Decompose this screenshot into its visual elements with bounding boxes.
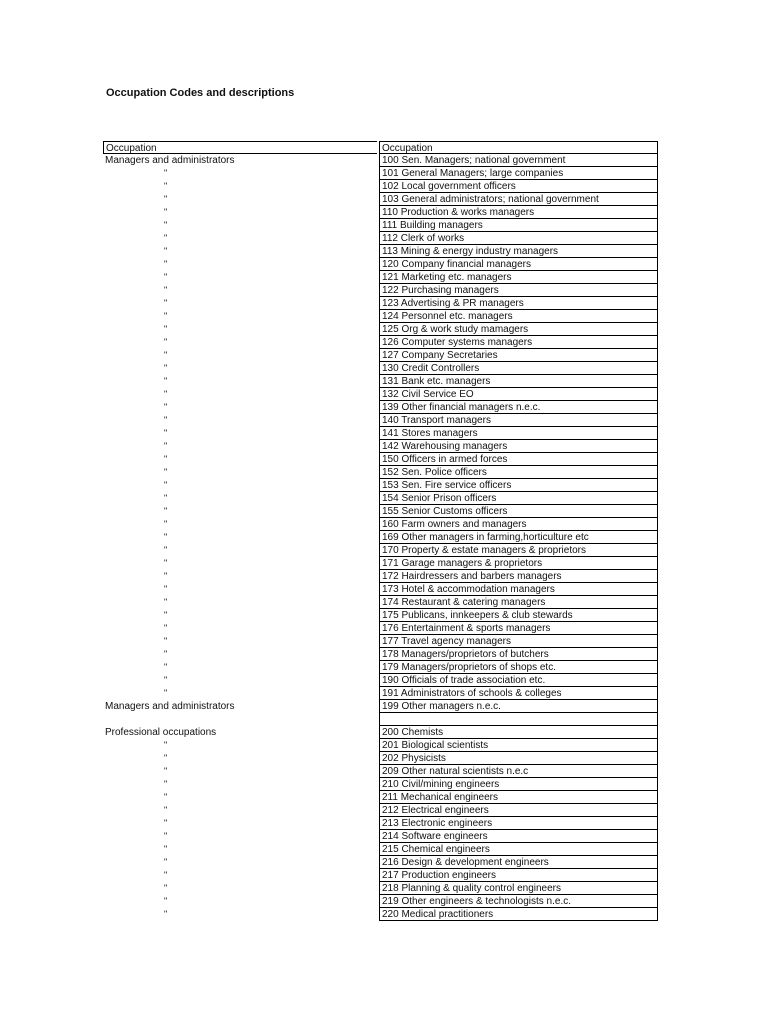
occupation-code-cell: 126 Computer systems managers: [379, 336, 658, 349]
occupation-code-cell: 111 Building managers: [379, 219, 658, 232]
table-row: [103, 505, 658, 518]
occupation-code-cell: [379, 713, 658, 726]
table-row: [103, 765, 658, 778]
table-row: [103, 401, 658, 414]
occupation-code-cell: 172 Hairdressers and barbers managers: [379, 570, 658, 583]
occupation-group-cell: ": [164, 311, 168, 321]
table-row: [103, 583, 658, 596]
occupation-group-cell: ": [164, 623, 168, 633]
occupation-group-cell: ": [164, 389, 168, 399]
table-row: [103, 440, 658, 453]
table-row: [103, 193, 658, 206]
occupation-code-cell: 150 Officers in armed forces: [379, 453, 658, 466]
occupation-group-cell: Managers and administrators: [105, 701, 235, 712]
table-row: [103, 791, 658, 804]
occupation-code-cell: 175 Publicans, innkeepers & club stewards: [379, 609, 658, 622]
table-row: [103, 466, 658, 479]
column-header-occupation-code: Occupation: [379, 141, 658, 154]
table-row: [103, 349, 658, 362]
occupation-code-cell: 199 Other managers n.e.c.: [379, 700, 658, 713]
occupation-group-cell: ": [164, 441, 168, 451]
occupation-group-cell: [103, 713, 377, 726]
occupation-code-cell: 200 Chemists: [379, 726, 658, 739]
table-row: [103, 154, 658, 167]
occupation-group-cell: ": [164, 883, 168, 893]
occupation-group-cell: ": [164, 753, 168, 763]
table-row: [103, 674, 658, 687]
table-row: [103, 518, 658, 531]
table-row: [103, 544, 658, 557]
table-row: [103, 180, 658, 193]
occupation-group-cell: ": [164, 818, 168, 828]
occupation-group-cell: ": [164, 454, 168, 464]
occupation-group-cell: ": [164, 298, 168, 308]
occupation-code-cell: 154 Senior Prison officers: [379, 492, 658, 505]
occupation-group-cell: ": [164, 870, 168, 880]
occupation-code-cell: 110 Production & works managers: [379, 206, 658, 219]
occupation-group-cell: ": [164, 363, 168, 373]
table-row: [103, 388, 658, 401]
occupation-code-cell: 170 Property & estate managers & proprietors: [379, 544, 658, 557]
occupation-group-cell: ": [164, 844, 168, 854]
occupation-group-cell: ": [164, 636, 168, 646]
table-row: [103, 739, 658, 752]
occupation-group-cell: ": [164, 896, 168, 906]
table-row: [103, 479, 658, 492]
occupation-code-cell: 209 Other natural scientists n.e.c: [379, 765, 658, 778]
occupation-group-cell: ": [164, 779, 168, 789]
occupation-code-cell: 214 Software engineers: [379, 830, 658, 843]
occupation-group-cell: ": [164, 376, 168, 386]
occupation-group-cell: ": [164, 415, 168, 425]
table-row: [103, 700, 658, 713]
table-row: [103, 219, 658, 232]
table-row: [103, 804, 658, 817]
table-row: [103, 245, 658, 258]
occupation-group-cell: ": [164, 207, 168, 217]
table-row: [103, 726, 658, 739]
occupation-group-cell: ": [164, 545, 168, 555]
table-row: [103, 271, 658, 284]
occupation-group-cell: ": [164, 792, 168, 802]
occupation-code-cell: 211 Mechanical engineers: [379, 791, 658, 804]
occupation-code-cell: 100 Sen. Managers; national government: [379, 154, 658, 167]
occupation-code-cell: 179 Managers/proprietors of shops etc.: [379, 661, 658, 674]
occupation-code-cell: 171 Garage managers & proprietors: [379, 557, 658, 570]
occupation-group-cell: ": [164, 649, 168, 659]
table-row: [103, 323, 658, 336]
occupation-code-cell: 215 Chemical engineers: [379, 843, 658, 856]
occupation-code-cell: 202 Physicists: [379, 752, 658, 765]
occupation-code-cell: 178 Managers/proprietors of butchers: [379, 648, 658, 661]
occupation-code-cell: 210 Civil/mining engineers: [379, 778, 658, 791]
table-row: [103, 557, 658, 570]
occupation-code-cell: 130 Credit Controllers: [379, 362, 658, 375]
table-row: [103, 284, 658, 297]
table-row: [103, 531, 658, 544]
table-row: [103, 635, 658, 648]
occupation-code-cell: 125 Org & work study mamagers: [379, 323, 658, 336]
table-row: [103, 648, 658, 661]
occupation-group-cell: ": [164, 402, 168, 412]
occupation-code-cell: 102 Local government officers: [379, 180, 658, 193]
occupation-group-cell: ": [164, 571, 168, 581]
occupation-code-cell: 169 Other managers in farming,horticulture etc: [379, 531, 658, 544]
occupation-group-cell: ": [164, 350, 168, 360]
occupation-code-cell: 201 Biological scientists: [379, 739, 658, 752]
occupation-group-cell: ": [164, 597, 168, 607]
table-row: [103, 492, 658, 505]
occupation-code-cell: 139 Other financial managers n.e.c.: [379, 401, 658, 414]
occupation-code-cell: 216 Design & development engineers: [379, 856, 658, 869]
table-row: [103, 336, 658, 349]
occupation-code-cell: 122 Purchasing managers: [379, 284, 658, 297]
occupation-group-cell: ": [164, 857, 168, 867]
table-row: [103, 297, 658, 310]
occupation-code-cell: 213 Electronic engineers: [379, 817, 658, 830]
occupation-group-cell: ": [164, 194, 168, 204]
table-row: [103, 232, 658, 245]
occupation-code-cell: 131 Bank etc. managers: [379, 375, 658, 388]
table-row: [103, 427, 658, 440]
occupation-code-cell: 112 Clerk of works: [379, 232, 658, 245]
table-row: [103, 713, 658, 726]
occupation-group-cell: ": [164, 675, 168, 685]
occupation-group-cell: ": [164, 272, 168, 282]
occupation-group-cell: Professional occupations: [105, 727, 217, 738]
occupation-group-cell: ": [164, 285, 168, 295]
occupation-code-cell: 219 Other engineers & technologists n.e.c.: [379, 895, 658, 908]
occupation-code-cell: 152 Sen. Police officers: [379, 466, 658, 479]
occupation-code-cell: 121 Marketing etc. managers: [379, 271, 658, 284]
occupation-group-cell: ": [164, 168, 168, 178]
table-row: [103, 843, 658, 856]
occupation-code-cell: 140 Transport managers: [379, 414, 658, 427]
occupation-code-cell: 101 General Managers; large companies: [379, 167, 658, 180]
occupation-table: [103, 141, 658, 921]
column-header-occupation-group: Occupation: [103, 141, 377, 154]
occupation-group-cell: ": [164, 233, 168, 243]
occupation-group-cell: ": [164, 493, 168, 503]
table-row: [103, 375, 658, 388]
occupation-group-cell: ": [164, 805, 168, 815]
table-row: [103, 453, 658, 466]
table-row: [103, 570, 658, 583]
table-row: [103, 141, 658, 154]
table-row: [103, 206, 658, 219]
occupation-code-cell: 103 General administrators; national government: [379, 193, 658, 206]
occupation-code-cell: 176 Entertainment & sports managers: [379, 622, 658, 635]
occupation-group-cell: ": [164, 467, 168, 477]
occupation-group-cell: ": [164, 831, 168, 841]
occupation-code-cell: 141 Stores managers: [379, 427, 658, 440]
occupation-group-cell: ": [164, 688, 168, 698]
table-row: [103, 258, 658, 271]
occupation-group-cell: ": [164, 584, 168, 594]
occupation-code-cell: 124 Personnel etc. managers: [379, 310, 658, 323]
occupation-code-cell: 191 Administrators of schools & colleges: [379, 687, 658, 700]
occupation-code-cell: 153 Sen. Fire service officers: [379, 479, 658, 492]
table-row: [103, 856, 658, 869]
occupation-group-cell: ": [164, 558, 168, 568]
occupation-code-cell: 132 Civil Service EO: [379, 388, 658, 401]
table-row: [103, 895, 658, 908]
occupation-group-cell: ": [164, 337, 168, 347]
table-row: [103, 869, 658, 882]
occupation-code-cell: 155 Senior Customs officers: [379, 505, 658, 518]
occupation-group-cell: ": [164, 480, 168, 490]
table-row: [103, 362, 658, 375]
occupation-group-cell: ": [164, 766, 168, 776]
occupation-group-cell: Managers and administrators: [105, 155, 235, 166]
occupation-code-cell: 127 Company Secretaries: [379, 349, 658, 362]
table-row: [103, 882, 658, 895]
table-row: [103, 778, 658, 791]
occupation-code-cell: 120 Company financial managers: [379, 258, 658, 271]
occupation-group-cell: ": [164, 519, 168, 529]
table-row: [103, 830, 658, 843]
occupation-code-cell: 218 Planning & quality control engineers: [379, 882, 658, 895]
occupation-group-cell: ": [164, 220, 168, 230]
table-row: [103, 167, 658, 180]
occupation-code-cell: 190 Officials of trade association etc.: [379, 674, 658, 687]
table-row: [103, 687, 658, 700]
occupation-group-cell: ": [164, 246, 168, 256]
occupation-group-cell: ": [164, 506, 168, 516]
table-row: [103, 752, 658, 765]
occupation-group-cell: ": [164, 428, 168, 438]
table-row: [103, 310, 658, 323]
occupation-code-cell: 177 Travel agency managers: [379, 635, 658, 648]
table-row: [103, 817, 658, 830]
occupation-group-cell: ": [164, 181, 168, 191]
page-title: Occupation Codes and descriptions: [106, 87, 295, 99]
occupation-group-cell: ": [164, 324, 168, 334]
occupation-code-cell: 174 Restaurant & catering managers: [379, 596, 658, 609]
occupation-group-cell: ": [164, 259, 168, 269]
occupation-group-cell: ": [164, 909, 168, 919]
occupation-code-cell: 220 Medical practitioners: [379, 908, 658, 921]
occupation-group-cell: ": [164, 740, 168, 750]
table-row: [103, 414, 658, 427]
occupation-code-cell: 173 Hotel & accommodation managers: [379, 583, 658, 596]
occupation-code-cell: 113 Mining & energy industry managers: [379, 245, 658, 258]
table-row: [103, 908, 658, 921]
occupation-code-cell: 217 Production engineers: [379, 869, 658, 882]
table-row: [103, 596, 658, 609]
occupation-group-cell: ": [164, 662, 168, 672]
occupation-group-cell: ": [164, 610, 168, 620]
table-row: [103, 661, 658, 674]
occupation-code-cell: 142 Warehousing managers: [379, 440, 658, 453]
occupation-code-cell: 160 Farm owners and managers: [379, 518, 658, 531]
occupation-code-cell: 212 Electrical engineers: [379, 804, 658, 817]
table-row: [103, 622, 658, 635]
occupation-group-cell: ": [164, 532, 168, 542]
table-row: [103, 609, 658, 622]
occupation-code-cell: 123 Advertising & PR managers: [379, 297, 658, 310]
